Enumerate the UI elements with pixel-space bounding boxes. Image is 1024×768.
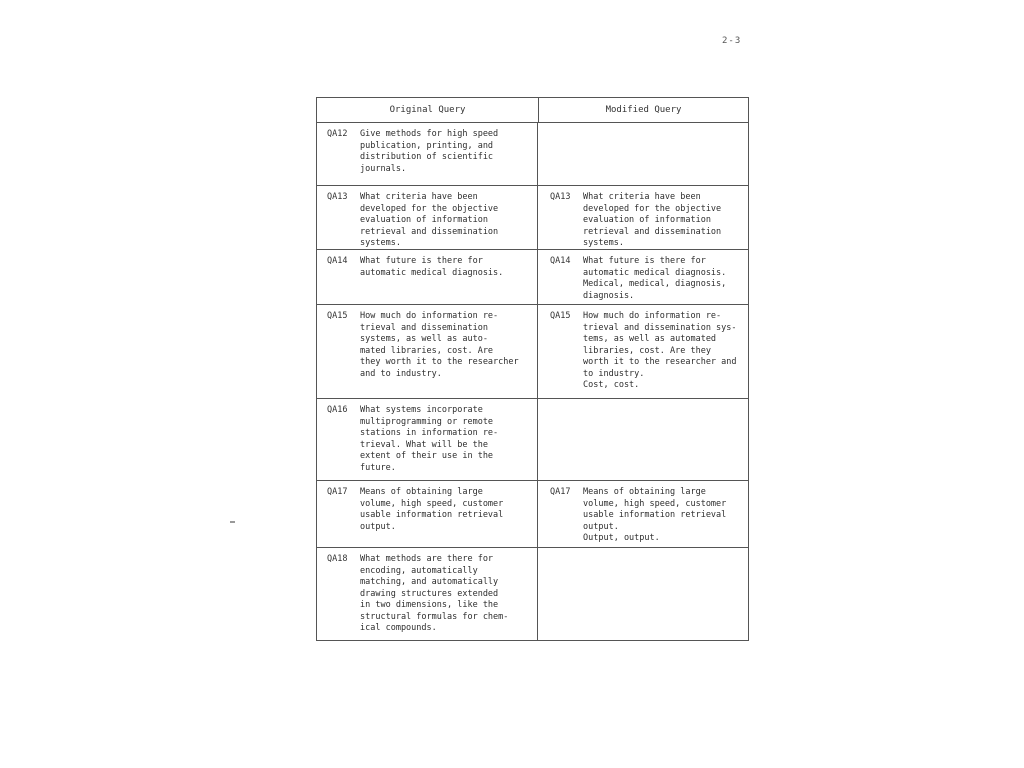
- modified-query-cell: [538, 186, 747, 249]
- query-id: QA13: [550, 192, 571, 202]
- table-row: [317, 186, 748, 250]
- query-id: [550, 554, 583, 636]
- query-id: QA17: [550, 487, 571, 497]
- original-query-cell: [317, 305, 538, 398]
- query-text: What future is there for automatic medical diagnosis.: [360, 256, 504, 278]
- modified-query-cell: [538, 548, 747, 640]
- query-id: QA15: [327, 311, 348, 321]
- original-query-cell: [317, 186, 538, 249]
- query-text: What future is there for automatic medical diagnosis. Medical, medical, diagnosis, diagnosis.: [583, 256, 727, 301]
- page-number: 2-3: [722, 36, 742, 46]
- query-id: [550, 405, 583, 476]
- original-query-cell: [317, 399, 538, 480]
- table-row: [317, 250, 748, 305]
- query-id: QA15: [550, 311, 571, 321]
- table-row: [317, 123, 748, 186]
- query-id: QA17: [327, 487, 348, 497]
- query-text: How much do information re- trieval and dissemination sys- tems, as well as automated libraries, cost. Are they worth it to the researcher and to industry. Cost, cost.: [583, 311, 737, 390]
- modified-query-cell: [538, 399, 747, 480]
- modified-query-cell: [538, 481, 747, 547]
- modified-query-cell: [538, 123, 747, 185]
- query-id: QA14: [550, 256, 571, 266]
- query-id: QA16: [327, 405, 348, 415]
- query-text: How much do information re- trieval and dissemination systems, as well as auto- mated libraries, cost. Are they worth it to the researcher and to industry.: [360, 311, 519, 379]
- modified-query-cell: [538, 250, 747, 304]
- query-table: [316, 97, 749, 641]
- table-row: [317, 305, 748, 399]
- query-text: Give methods for high speed publication, printing, and distribution of scientific journals.: [360, 129, 499, 174]
- original-query-cell: [317, 548, 538, 640]
- table-row: [317, 548, 748, 640]
- query-text: What criteria have been developed for the objective evaluation of information retrieval and dissemination systems.: [583, 192, 722, 248]
- query-id: [550, 129, 583, 181]
- query-id: QA14: [327, 256, 348, 266]
- query-id: QA12: [327, 129, 348, 139]
- query-text: Means of obtaining large volume, high speed, customer usable information retrieval output. Output, output.: [583, 487, 727, 543]
- original-query-cell: [317, 123, 538, 185]
- query-text: Means of obtaining large volume, high speed, customer usable information retrieval output.: [360, 487, 504, 532]
- table-row: [317, 481, 748, 548]
- query-id: QA13: [327, 192, 348, 202]
- table-row: [317, 399, 748, 481]
- query-text: What systems incorporate multiprogramming or remote stations in information re- trieval. What will be the extent of their use in the future.: [360, 405, 499, 473]
- original-query-cell: [317, 250, 538, 304]
- query-text: What methods are there for encoding, automatically matching, and automatically drawing structures extended in two dimensions, like the structural formulas for chem- ical compounds.: [360, 554, 509, 633]
- modified-query-cell: [538, 305, 747, 398]
- header-original-query: Original Query: [317, 98, 539, 122]
- original-query-cell: [317, 481, 538, 547]
- scan-mark: [230, 521, 235, 523]
- table-header: [317, 98, 748, 123]
- query-id: QA18: [327, 554, 348, 564]
- query-text: What criteria have been developed for the objective evaluation of information retrieval and dissemination systems.: [360, 192, 499, 248]
- header-modified-query: Modified Query: [605, 105, 682, 115]
